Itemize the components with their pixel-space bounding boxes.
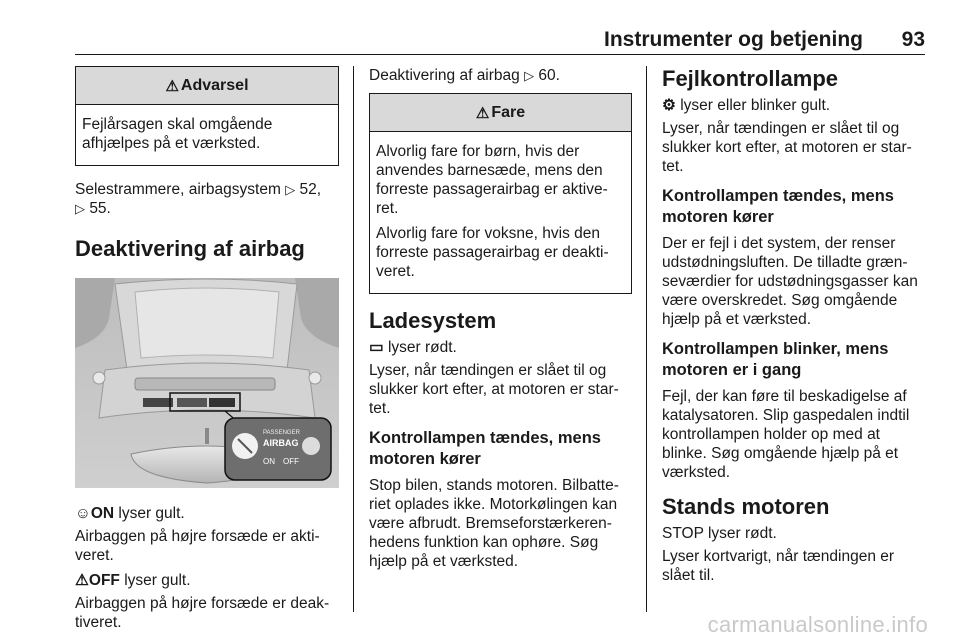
danger-text-2: Alvorlig fare for voksne, hvis den forreste passagerairbag er deakti-veret. [376,225,609,280]
deactivation-ref-line [369,66,632,85]
engine-check-icon: ⚙ [662,97,676,114]
malfunction-sub1-desc: Der er fejl i det system, der renser udstødningsluften. De tilladte græn-seværdier for udstødningsgasser kan være overskredet. Søg omgående hjælp på et værksted. [662,235,918,328]
seatbelts-text: Selestrammere, airbagsystem [75,181,281,198]
airbag-on-label: ON [90,505,115,522]
charging-desc: Lyser, når tændingen er slået til og slukker kort efter, at motoren er star-tet. [369,362,619,417]
stop-label: STOP [662,525,704,542]
danger-title: Fare [491,103,526,121]
seatbelts-ref2: 55. [89,200,111,217]
stop-line [662,524,928,543]
page-header [75,28,925,52]
charging-subheading: Kontrollampen tændes, mens motoren kører [369,429,601,468]
overhead-console-illustration [75,278,339,488]
malfunction-heading: Fejlkontrollampe [662,66,839,91]
airbag-off-status: lyser gult. [124,572,191,589]
column-3 [662,66,928,591]
airbag-on-status: lyser gult. [118,505,185,522]
airbag-on-line [75,504,339,523]
figure-label-passenger: PASSENGER [263,430,300,436]
header-rule [75,54,925,55]
column-divider [646,66,647,612]
deactivation-text: Deaktivering af airbag [369,67,520,84]
figure-label-on: ON [263,457,275,466]
figure-label-airbag: AIRBAG [263,438,299,448]
airbag-on-icon: ☺ [75,505,91,522]
column-2 [369,66,632,577]
ref-arrow-icon: ▷ [75,201,85,216]
airbag-off-line [75,571,339,590]
warning-title: Advarsel [180,76,249,94]
malfunction-desc: Lyser, når tændingen er slået til og slukker kort efter, at motoren er star-tet. [662,120,912,175]
warning-box-body [76,105,338,165]
malfunction-sub2: Kontrollampen blinker, mens motoren er i gang [662,340,889,379]
danger-box-body [370,132,631,293]
warning-box-header [76,67,338,105]
seatbelts-paragraph [75,180,339,218]
airbag-on-desc: Airbaggen på højre forsæde er akti-veret. [75,528,320,564]
warning-triangle-icon: ⚠ [475,104,490,122]
figure-label-off: OFF [283,457,299,466]
column-1 [75,66,339,638]
battery-line [369,338,632,357]
danger-text-1: Alvorlig fare for børn, hvis der anvendes barnesæde, mens den forreste passagerairbag er aktive-ret. [376,143,608,217]
danger-box [369,93,632,294]
danger-box-header [370,94,631,132]
ref-arrow-icon: ▷ [524,68,535,83]
seatbelts-ref1: 52, [299,181,322,198]
malfunction-sub2-desc: Fejl, der kan føre til beskadigelse af katalysatoren. Slip gaspedalen indtil kontrollampen holder op med at blinke. Søg omgående hjælp på et værksted. [662,388,910,481]
page-number: 93 [901,28,925,51]
airbag-off-desc: Airbaggen på højre forsæde er deak-tiveret. [75,595,330,631]
warning-triangle-icon: ⚠ [165,77,179,95]
column-divider [353,66,354,612]
stop-desc: Lyser kortvarigt, når tændingen er slået til. [662,548,895,584]
warning-box [75,66,339,166]
stop-engine-heading: Stands motoren [662,494,830,519]
airbag-figure [75,278,339,488]
battery-status: lyser rødt. [387,339,457,356]
charging-heading: Ladesystem [369,308,497,333]
charging-sub-desc: Stop bilen, stands motoren. Bilbatte-riet oplades ikke. Motorkølingen kan være afbrudt. Bremseforstærkeren-hedens funktion kan ophøre. Søg hjælp på et værksted. [369,477,619,570]
engine-status: lyser eller blinker gult. [680,97,831,114]
ref-arrow-icon: ▷ [285,182,296,197]
battery-icon: ▭ [369,339,384,356]
engine-line [662,96,928,115]
airbag-off-label: OFF [88,572,120,589]
airbag-heading: Deaktivering af airbag [75,236,305,261]
deactivation-ref: 60. [538,67,560,84]
section-title: Instrumenter og betjening [603,28,863,51]
airbag-off-icon: ⚠ [75,572,89,589]
stop-status: lyser rødt. [707,525,777,542]
warning-text: Fejlårsagen skal omgående afhjælpes på et værksted. [82,116,273,152]
malfunction-sub1: Kontrollampen tændes, mens motoren kører [662,187,894,226]
site-watermark: carmanualsonline.info [707,612,928,637]
